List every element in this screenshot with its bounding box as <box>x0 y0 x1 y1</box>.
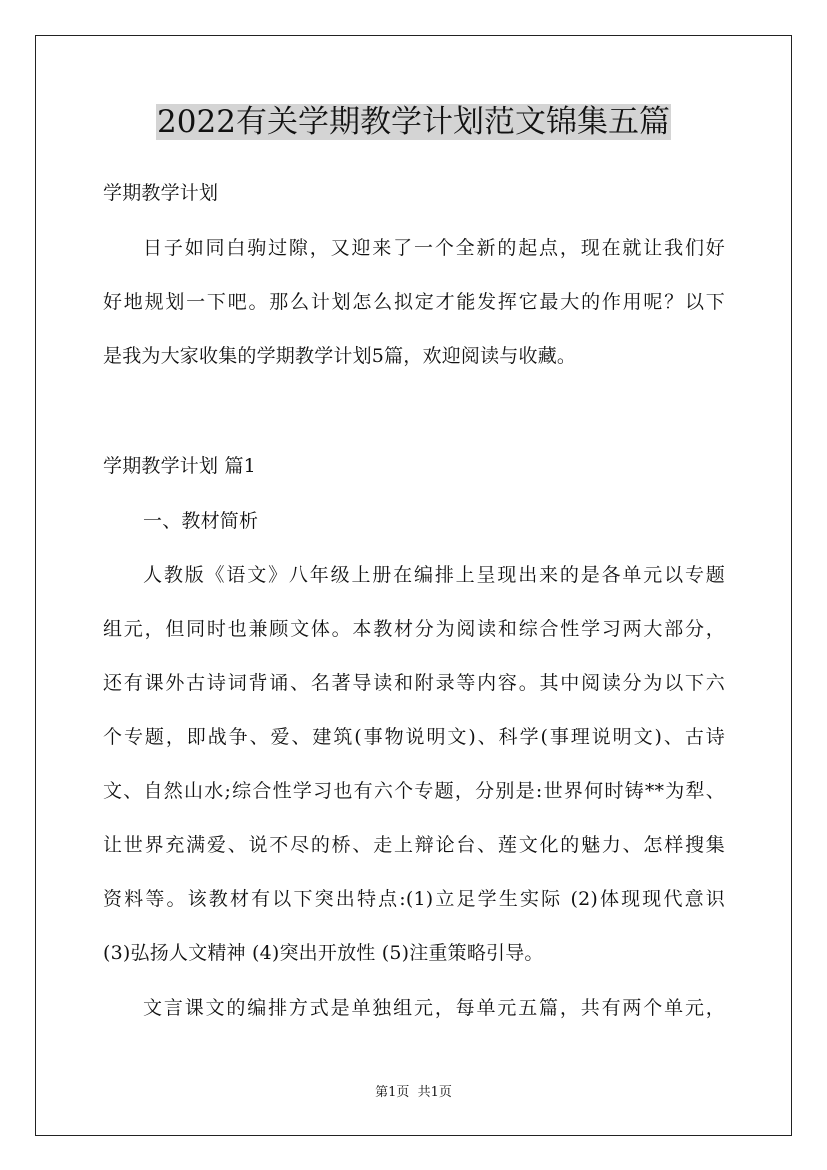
intro-line: 是我为大家收集的学期教学计划5篇，欢迎阅读与收藏。 <box>103 345 577 367</box>
body-line: 人教版《语文》八年级上册在编排上呈现出来的是各单元以专题 <box>143 564 725 586</box>
body-line: 还有课外古诗词背诵、名著导读和附录等内容。其中阅读分为以下六 <box>103 672 725 694</box>
document-title <box>0 100 827 144</box>
intro-line: 好地规划一下吧。那么计划怎么拟定才能发挥它最大的作用呢？以下 <box>103 291 725 313</box>
body-line: (3)弘扬人文精神 (4)突出开放性 (5)注重策略引导。 <box>103 942 544 964</box>
page-footer: 第1页 共1页 <box>375 1085 452 1100</box>
subsection-title: 一、教材简析 <box>143 510 259 532</box>
heading: 学期教学计划 <box>103 182 219 204</box>
body-line: 个专题，即战争、爱、建筑(事物说明文)、科学(事理说明文)、古诗 <box>103 726 725 748</box>
body-line: 组元，但同时也兼顾文体。本教材分为阅读和综合性学习两大部分， <box>103 618 725 640</box>
body-line: 让世界充满爱、说不尽的桥、走上辩论台、莲文化的魅力、怎样搜集 <box>103 834 725 856</box>
body-line: 文、自然山水;综合性学习也有六个专题，分别是:世界何时铸**为犁、 <box>103 780 725 802</box>
title-highlight: 2022有关学期教学计划范文锦集五篇 <box>157 104 670 140</box>
section-title: 学期教学计划 篇1 <box>103 455 256 477</box>
body-line: 文言课文的编排方式是单独组元，每单元五篇，共有两个单元， <box>143 997 725 1019</box>
intro-line: 日子如同白驹过隙，又迎来了一个全新的起点，现在就让我们好 <box>143 237 725 259</box>
body-line: 资料等。该教材有以下突出特点:(1)立足学生实际 (2)体现现代意识 <box>103 888 725 910</box>
